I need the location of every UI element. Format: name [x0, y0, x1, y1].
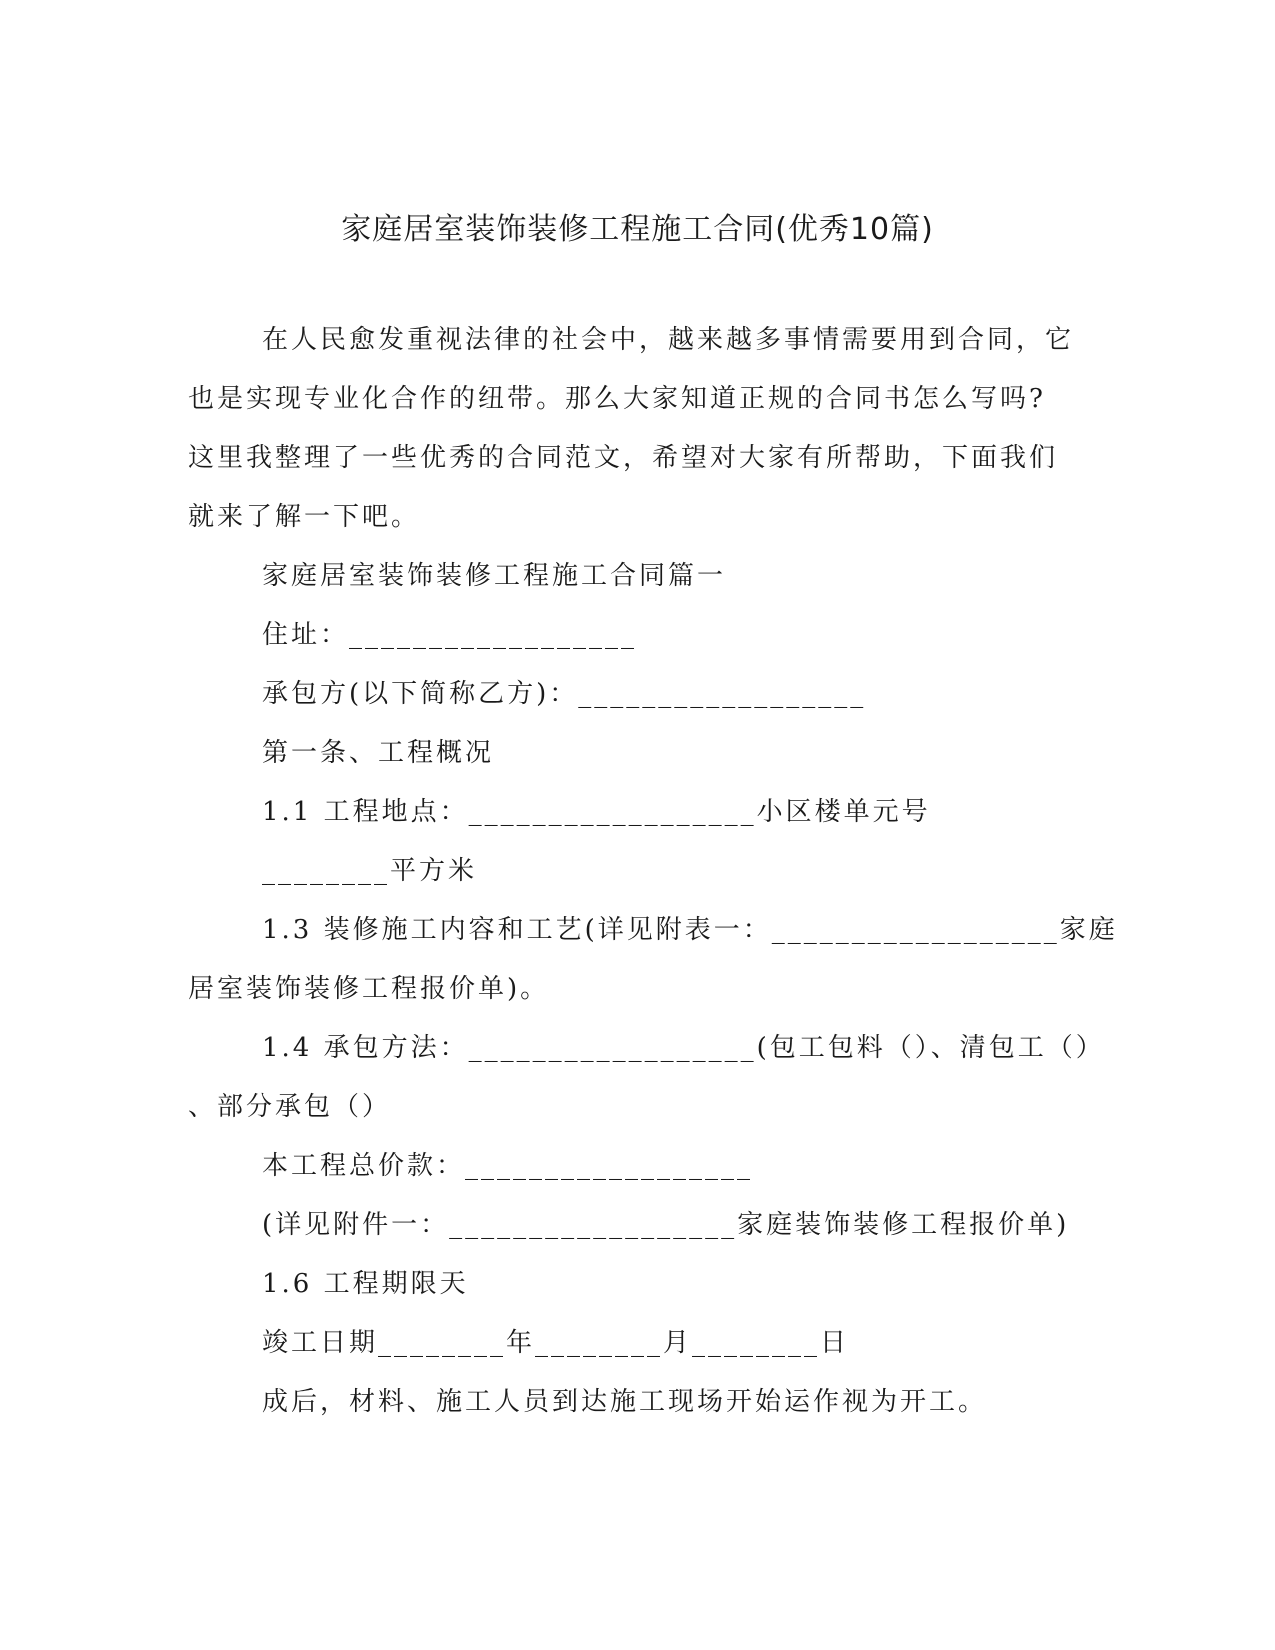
total-price-line: 本工程总价款：__________________ — [262, 1151, 754, 1181]
intro-line-1: 在人民愈发重视法律的社会中，越来越多事情需要用到合同，它 — [262, 325, 1075, 355]
contractor-line: 承包方(以下简称乙方)：__________________ — [262, 679, 867, 709]
address-line: 住址：__________________ — [262, 620, 638, 650]
item-1-3-line-b: 居室装饰装修工程报价单)。 — [188, 974, 550, 1004]
document-title: 家庭居室装饰装修工程施工合同(优秀10篇) — [341, 212, 934, 247]
intro-line-4: 就来了解一下吧。 — [188, 502, 421, 532]
area-line: ________平方米 — [262, 856, 478, 886]
section-heading: 家庭居室装饰装修工程施工合同篇一 — [262, 561, 727, 591]
item-1-3-line-a: 1.3 装修施工内容和工艺(详见附表一：__________________家庭 — [262, 915, 1118, 945]
attachment-line: (详见附件一：__________________家庭装饰装修工程报价单) — [262, 1210, 1070, 1240]
item-1-1-line: 1.1 工程地点：__________________小区楼单元号 — [262, 797, 931, 827]
intro-line-2: 也是实现专业化合作的纽带。那么大家知道正规的合同书怎么写吗? — [188, 384, 1046, 414]
item-1-6-line: 1.6 工程期限天 — [262, 1269, 469, 1299]
article-1-heading: 第一条、工程概况 — [262, 738, 495, 768]
intro-line-3: 这里我整理了一些优秀的合同范文，希望对大家有所帮助，下面我们 — [188, 443, 1059, 473]
start-work-line: 成后，材料、施工人员到达施工现场开始运作视为开工。 — [262, 1387, 988, 1417]
completion-date-line: 竣工日期________年________月________日 — [262, 1328, 850, 1358]
item-1-4-line-a: 1.4 承包方法：__________________(包工包料（）、清包工（） — [262, 1033, 1105, 1063]
item-1-4-line-b: 、部分承包（） — [188, 1092, 392, 1122]
